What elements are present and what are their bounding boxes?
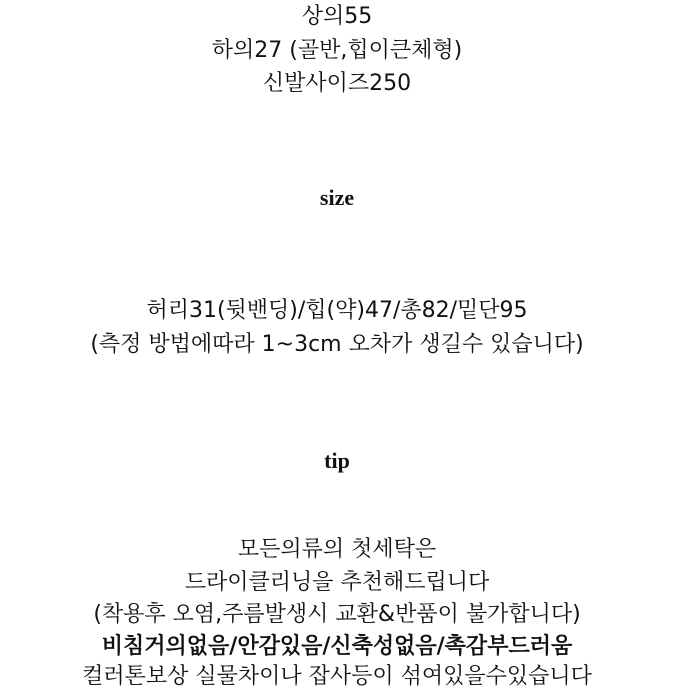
tip-line-cut-off: 컬러톤보상 실물차이나 잡사등이 섞여있을수있습니다 [82, 664, 592, 689]
model-top-size: 상의55 [301, 4, 373, 29]
size-measurements: 허리31(뒷밴딩)/힙(약)47/총82/밑단95 [146, 298, 528, 323]
model-shoe-size: 신발사이즈250 [262, 71, 412, 96]
size-measurement-note: (측정 방법에따라 1~3cm 오차가 생길수 있습니다) [90, 332, 584, 357]
tip-line-exchange-policy: (착용후 오염,주름발생시 교환&반품이 불가합니다) [93, 602, 581, 627]
model-bottom-size: 하의27 (골반,힙이큰체형) [211, 38, 463, 63]
tip-fabric-properties: 비침거의없음/안감있음/신축성없음/촉감부드러움 [101, 634, 573, 659]
tip-heading: tip [324, 448, 350, 473]
tip-line-first-wash: 모든의류의 첫세탁은 [237, 537, 437, 562]
size-heading: size [319, 185, 355, 210]
tip-line-dry-cleaning: 드라이클리닝을 추천해드립니다 [184, 570, 490, 595]
